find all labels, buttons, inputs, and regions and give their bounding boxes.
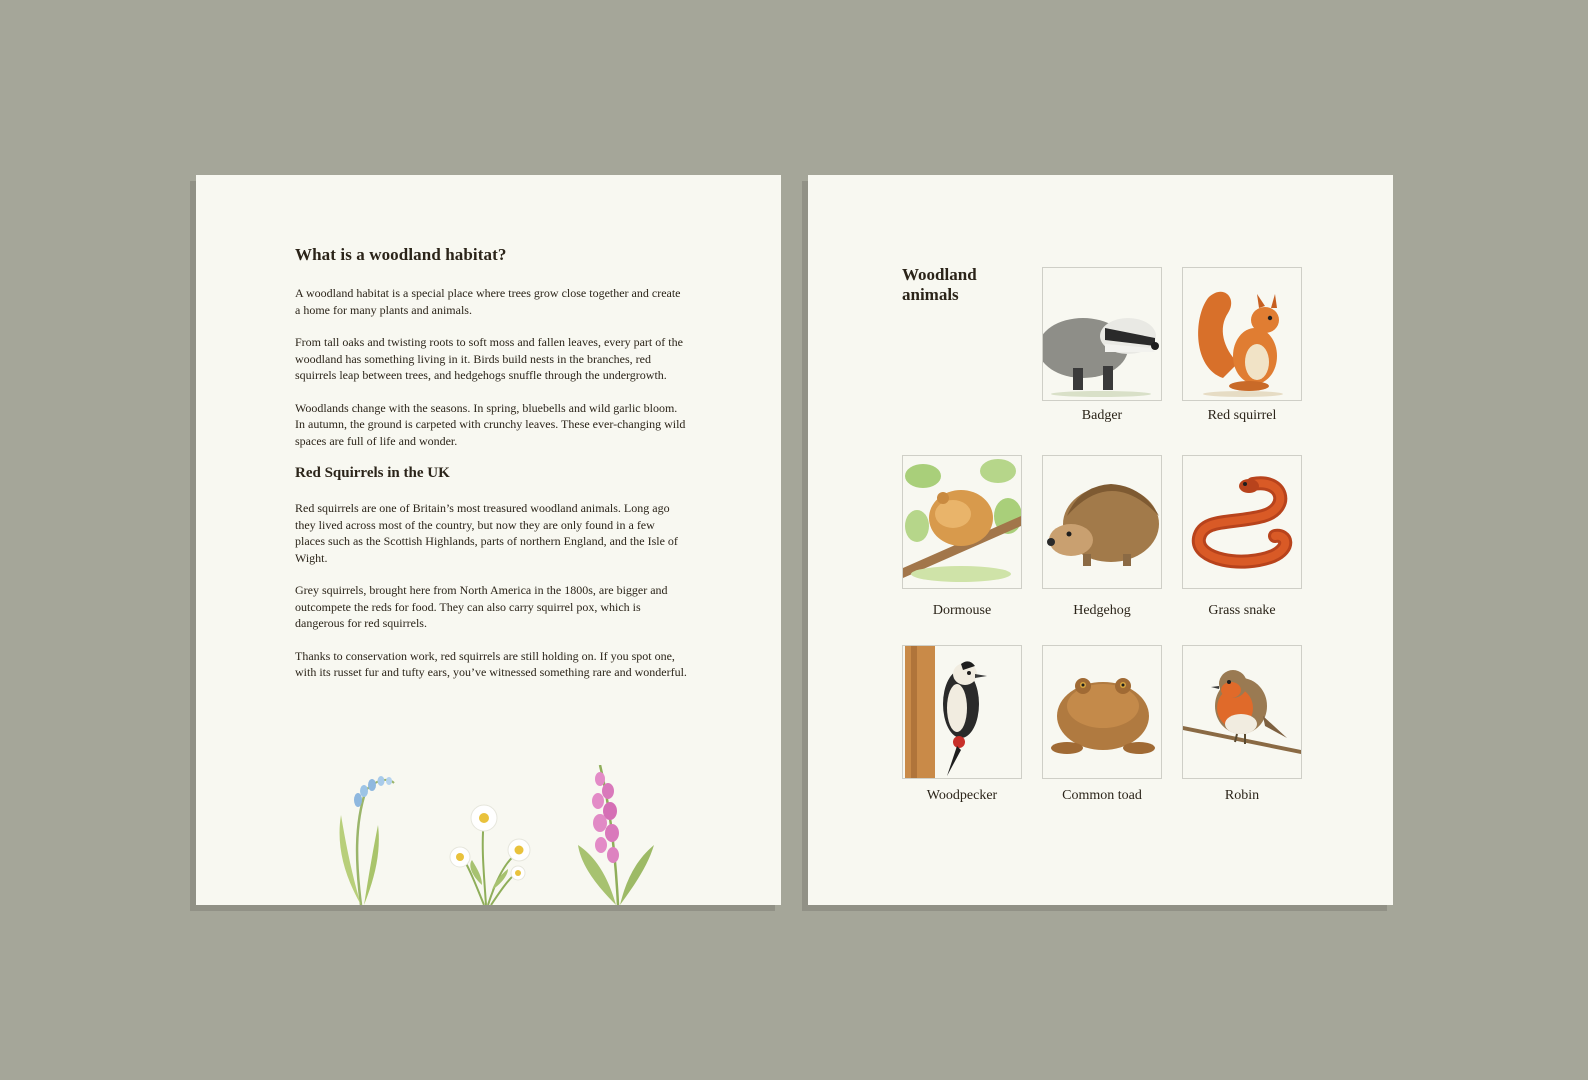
grass-snake-icon (1183, 456, 1301, 588)
daisy-icon (450, 805, 530, 905)
grass-snake-tile (1182, 455, 1302, 589)
foxglove-icon (578, 765, 654, 905)
animal-label: Grass snake (1208, 603, 1276, 618)
paragraph: Red squirrels are one of Britain’s most treasured woodland animals. Long ago they lived across most of the country, but now they are only found in a few places such as the Scottish Highlands, parts of northern England, and the Isle of Wight. (295, 501, 678, 565)
paragraph: A woodland habitat is a special place where trees grow close together and create a home for many plants and animals. (295, 286, 681, 317)
woodpecker-tile (902, 645, 1022, 779)
heading-woodland-habitat: What is a woodland habitat? (295, 245, 507, 264)
paragraph: Thanks to conservation work, red squirrels are still holding on. If you spot one, with its russet fur and tufty ears, you’ve witnessed something rare and wonderful. (295, 648, 687, 679)
animal-label: Badger (1081, 408, 1123, 423)
flowers-illustration (196, 765, 781, 905)
animal-label: Robin (1224, 788, 1260, 803)
red-squirrel-icon (1183, 268, 1301, 400)
dormouse-icon (903, 456, 1021, 588)
animal-label: Common toad (1062, 788, 1142, 803)
badger-icon (1043, 268, 1161, 400)
animal-label: Hedgehog (1073, 603, 1131, 618)
badger-tile (1042, 267, 1162, 401)
right-page (808, 175, 1393, 905)
common-toad-tile (1042, 645, 1162, 779)
robin-icon (1183, 646, 1301, 778)
bluebell-icon (340, 776, 394, 905)
paragraph: Woodlands change with the seasons. In spring, bluebells and wild garlic bloom. In autumn, the ground is carpeted with crunchy leaves. These ever-changing wild spaces are full of life and wonder. (295, 400, 686, 448)
dormouse-tile (902, 455, 1022, 589)
left-page-content (295, 245, 687, 697)
common-toad-icon (1043, 646, 1161, 778)
heading-red-squirrels: Red Squirrels in the UK (295, 465, 450, 481)
animal-label: Red squirrel (1207, 408, 1277, 423)
animal-label: Woodpecker (926, 788, 998, 803)
robin-tile (1182, 645, 1302, 779)
animal-label: Dormouse (932, 603, 992, 618)
paragraph: Grey squirrels, brought here from North America in the 1800s, are bigger and outcompete the reds for food. They can also carry squirrel pox, which is dangerous for red squirrels. (295, 583, 668, 630)
woodpecker-icon (903, 646, 1021, 778)
paragraph: From tall oaks and twisting roots to soft moss and fallen leaves, every part of the woodland has something living in it. Birds build nests in the branches, red squirrels leap between trees, and hedgehogs snuffle through the undergrowth. (295, 335, 683, 382)
red-squirrel-tile (1182, 267, 1302, 401)
left-page (196, 175, 781, 905)
heading-woodland-animals: Woodland animals (902, 265, 977, 304)
hedgehog-icon (1043, 456, 1161, 588)
hedgehog-tile (1042, 455, 1162, 589)
